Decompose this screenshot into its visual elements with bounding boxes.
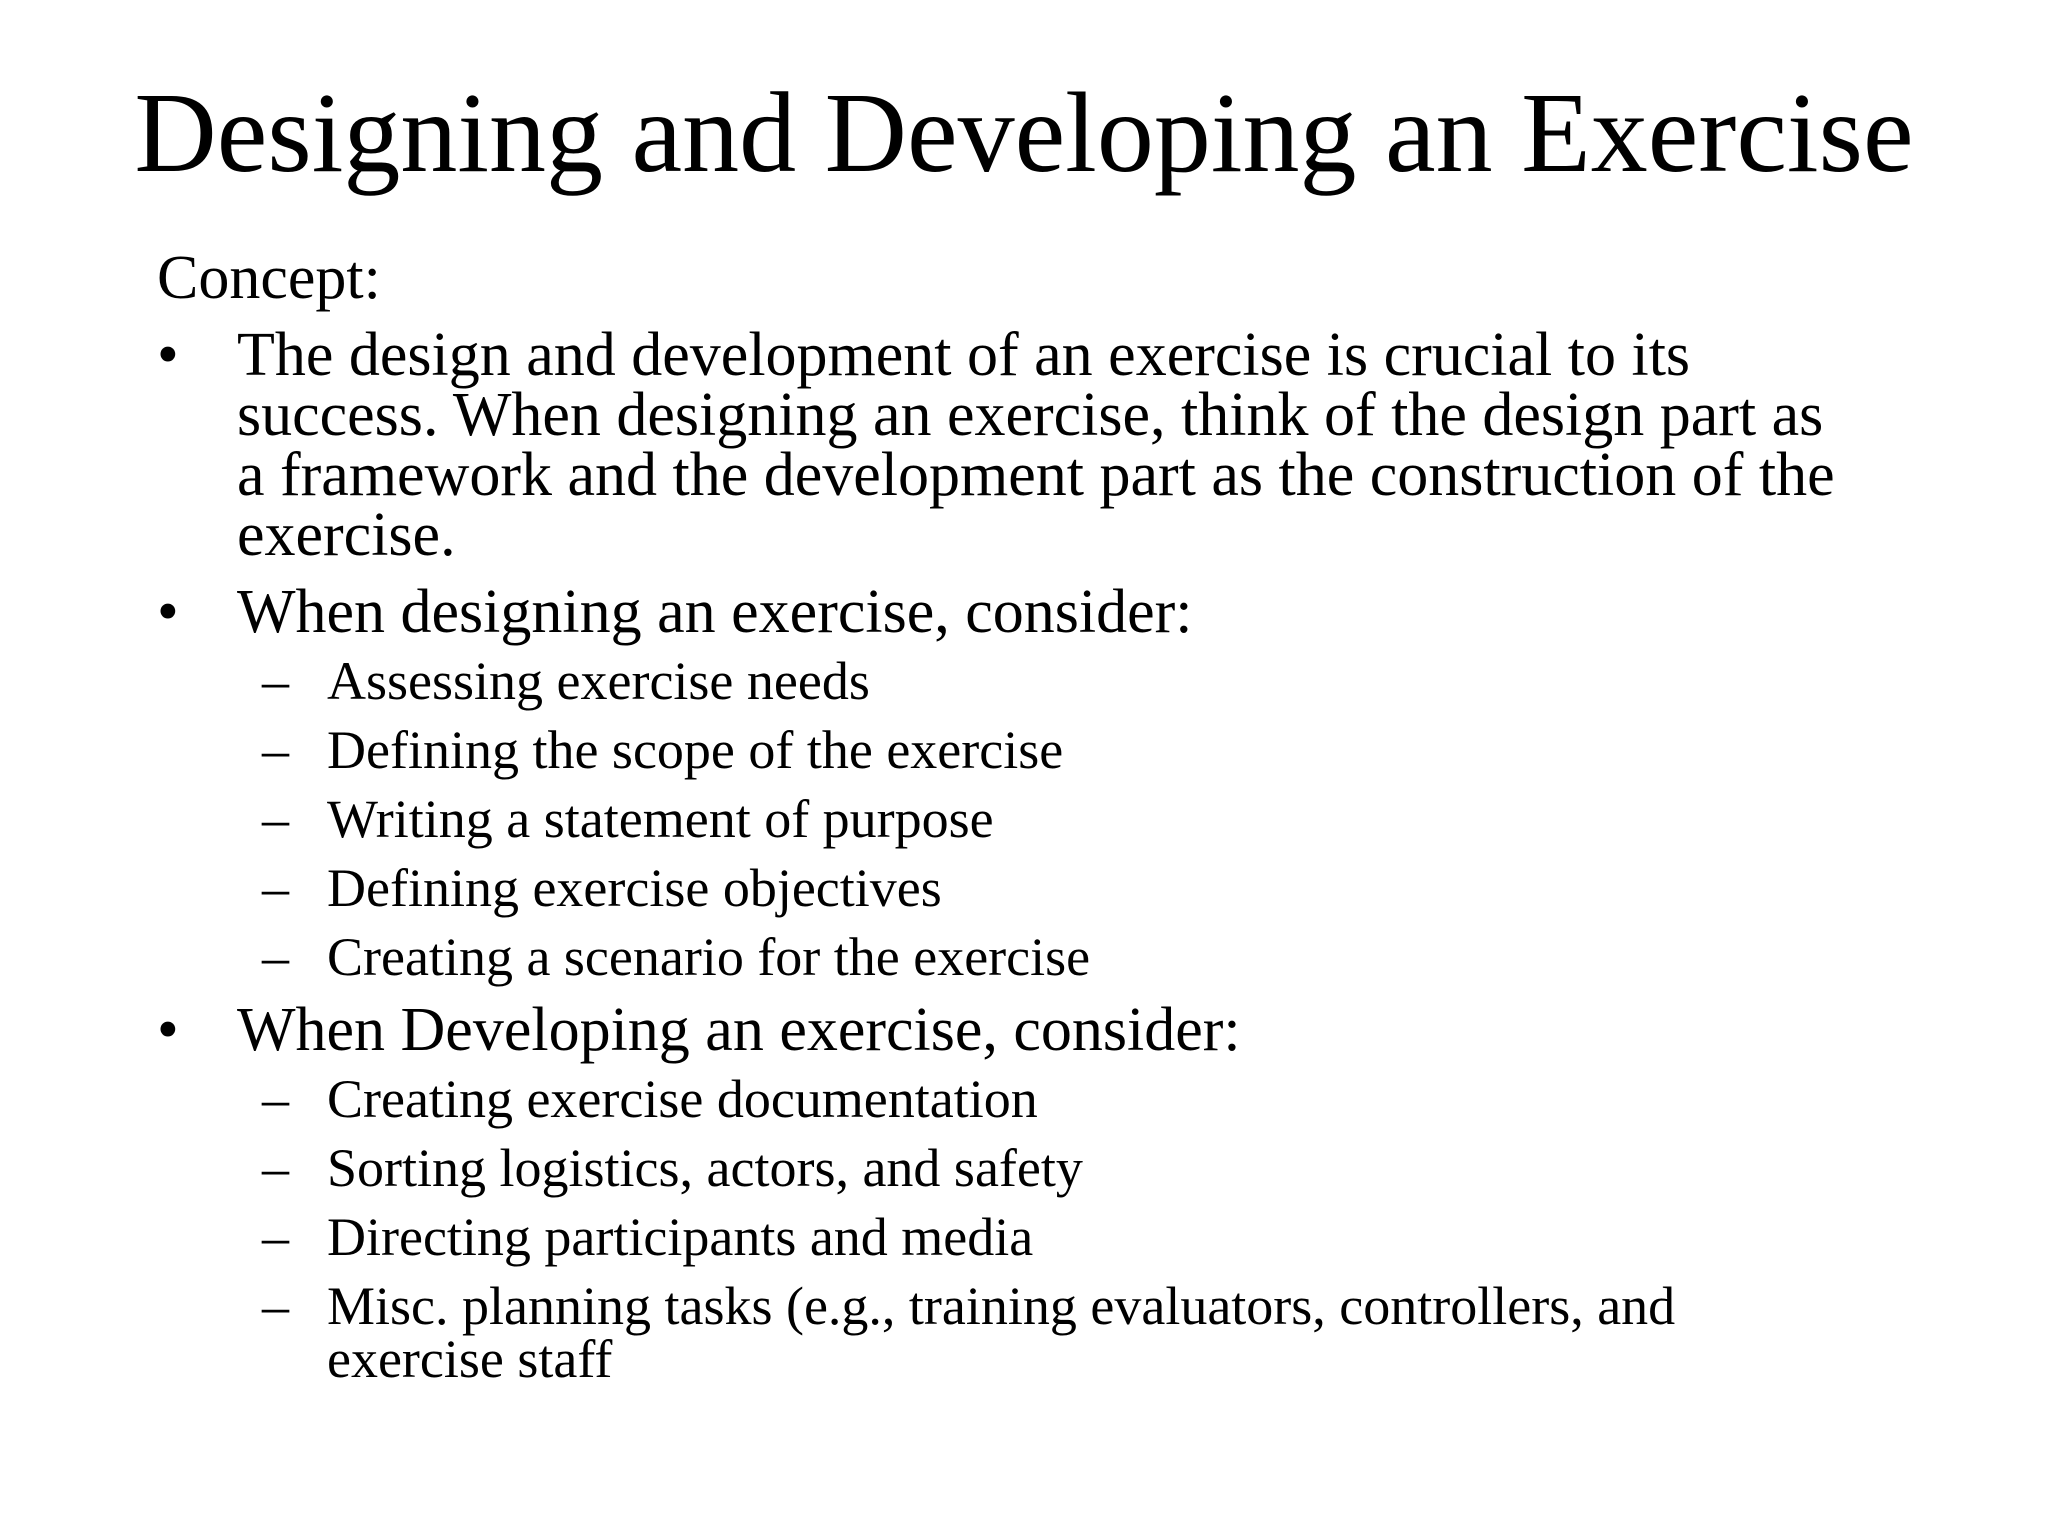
sub-dash: – bbox=[262, 1207, 289, 1267]
sub-dash: – bbox=[262, 789, 289, 849]
bullet-text bbox=[237, 321, 2037, 569]
sub-item-text: Writing a statement of purpose bbox=[327, 789, 994, 849]
sub-item-text: Sorting logistics, actors, and safety bbox=[327, 1138, 1083, 1198]
sub-dash: – bbox=[262, 720, 289, 780]
sub-item-text bbox=[327, 1276, 1676, 1389]
sub-item-text: Defining exercise objectives bbox=[327, 858, 942, 918]
sub-dash: – bbox=[262, 651, 289, 711]
bullet-line: success. When designing an exercise, think of the design part as bbox=[237, 381, 1824, 449]
bullet-dot: • bbox=[157, 321, 179, 389]
sub-dash: – bbox=[262, 1276, 289, 1336]
sub-dash: – bbox=[262, 1069, 289, 1129]
bullet-dot: • bbox=[157, 578, 179, 646]
bullet-line: When designing an exercise, consider: bbox=[237, 578, 1193, 646]
sub-item-text: Defining the scope of the exercise bbox=[327, 720, 1064, 780]
concept-label: Concept: bbox=[157, 244, 381, 312]
sub-item-line: Misc. planning tasks (e.g., training evaluators, controllers, and bbox=[327, 1276, 1676, 1336]
slide-title: Designing and Developing an Exercise bbox=[134, 69, 1914, 196]
sub-dash: – bbox=[262, 1138, 289, 1198]
sub-item-text: Creating a scenario for the exercise bbox=[327, 927, 1091, 987]
sub-item-text: Directing participants and media bbox=[327, 1207, 1034, 1267]
sub-item-line: exercise staff bbox=[327, 1329, 613, 1389]
bullet-line: The design and development of an exercise is crucial to its bbox=[237, 321, 1691, 389]
sub-item-text: Assessing exercise needs bbox=[327, 651, 870, 711]
bullet-line: When Developing an exercise, consider: bbox=[237, 996, 1241, 1064]
bullet-line: a framework and the development part as the construction of the bbox=[237, 441, 1835, 509]
bullet-dot: • bbox=[157, 996, 179, 1064]
sub-dash: – bbox=[262, 927, 289, 987]
sub-item-text: Creating exercise documentation bbox=[327, 1069, 1038, 1129]
sub-dash: – bbox=[262, 858, 289, 918]
bullet-line: exercise. bbox=[237, 501, 456, 569]
